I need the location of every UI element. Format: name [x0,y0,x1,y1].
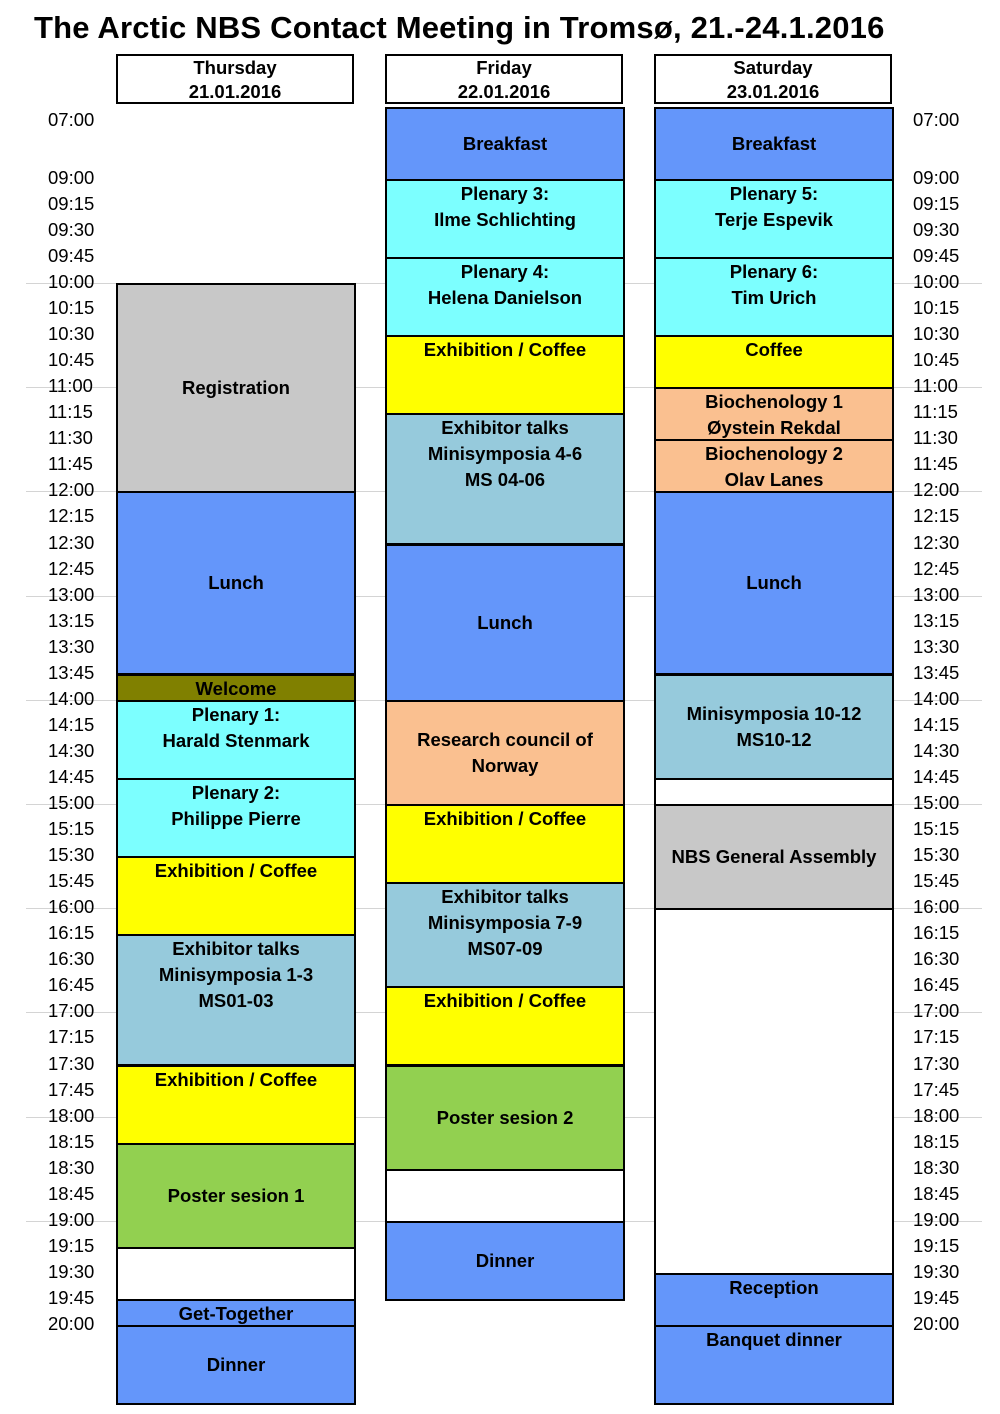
event-text: Minisymposia 1-3 [158,964,314,985]
event-plenary-4 [385,257,625,337]
time-label: 18:30 [48,1157,95,1178]
time-label: 13:00 [48,584,95,605]
time-label: 15:15 [913,818,960,839]
time-label: 14:15 [48,714,95,735]
day-date: 23.01.2016 [726,81,820,102]
event-minisymposia-10-12 [654,674,894,780]
time-label: 11:15 [913,401,958,422]
time-label: 18:30 [913,1157,960,1178]
time-label: 12:45 [913,558,960,579]
event-plenary-3 [385,179,625,259]
event-text: MS 04-06 [464,469,546,490]
time-label: 17:15 [913,1026,960,1047]
event-lunch [654,491,894,675]
event-empty-slot [116,1247,356,1301]
day-name: Friday [476,57,532,78]
time-label: 13:15 [48,610,95,631]
event-text: Harald Stenmark [162,730,310,751]
time-label: 10:15 [48,297,95,318]
event-exhibition-coffee [116,856,356,936]
time-label: 12:30 [48,532,95,553]
time-label: 17:00 [913,1000,960,1021]
event-text: Research council of [417,729,593,750]
time-label: 11:00 [913,375,958,396]
time-label: 09:00 [913,167,960,188]
time-label: 09:30 [913,219,960,240]
day-name: Saturday [733,57,813,78]
day-header-saturday [654,54,892,104]
time-label: 10:00 [913,271,960,292]
event-text: Minisymposia 10-12 [686,703,862,724]
event-welcome [116,674,356,702]
event-exhibition-coffee [385,986,625,1066]
event-biochenology-1 [654,387,894,441]
time-label: 13:30 [48,636,95,657]
time-label: 19:00 [48,1209,95,1230]
event-text: Breakfast [462,133,548,154]
event-poster-sesion-2 [385,1065,625,1171]
event-text: MS10-12 [736,729,812,750]
event-text: Poster sesion 1 [167,1185,305,1206]
time-label: 18:45 [48,1183,95,1204]
event-text: Reception [729,1277,819,1298]
time-label: 10:45 [48,349,95,370]
time-label: 15:45 [913,870,960,891]
event-text: Exhibitor talks [441,886,569,907]
event-text: Ilme Schlichting [434,209,576,230]
event-text: Exhibition / Coffee [423,808,587,829]
time-label: 15:00 [913,792,960,813]
time-label: 17:30 [48,1053,95,1074]
time-label: 12:30 [913,532,960,553]
event-text: Exhibition / Coffee [423,990,587,1011]
time-label: 15:45 [48,870,95,891]
event-plenary-2 [116,778,356,858]
time-label: 12:00 [48,479,95,500]
event-text: Minisymposia 4-6 [427,443,583,464]
time-label: 19:45 [913,1287,960,1308]
event-text: Lunch [477,612,533,633]
time-label: 11:45 [913,453,958,474]
time-label: 15:00 [48,792,95,813]
event-text: Plenary 5: [729,183,819,204]
time-label: 17:00 [48,1000,95,1021]
event-poster-sesion-1 [116,1143,356,1249]
time-label: 11:45 [48,453,93,474]
event-text: Exhibitor talks [441,417,569,438]
event-text: Exhibition / Coffee [423,339,587,360]
event-text: Lunch [208,572,264,593]
event-empty-slot [385,1169,625,1223]
time-label: 13:30 [913,636,960,657]
page-title: The Arctic NBS Contact Meeting in Tromsø, 21.-24.1.2016 [34,10,885,45]
time-label: 16:45 [913,974,960,995]
time-label: 16:30 [913,948,960,969]
time-label: 14:45 [913,766,960,787]
time-label: 16:15 [48,922,95,943]
time-label: 16:15 [913,922,960,943]
time-label: 19:30 [48,1261,95,1282]
event-text: MS01-03 [198,990,274,1011]
time-label: 19:15 [48,1235,95,1256]
day-date: 21.01.2016 [188,81,282,102]
time-label: 10:00 [48,271,95,292]
time-label: 16:00 [913,896,960,917]
event-nbs-general-assembly [654,804,894,910]
event-plenary-1 [116,700,356,780]
time-label: 15:30 [48,844,95,865]
time-label: 09:15 [913,193,960,214]
day-header-friday [385,54,623,104]
time-label: 09:00 [48,167,95,188]
time-label: 18:00 [913,1105,960,1126]
event-text: Exhibition / Coffee [154,1069,318,1090]
event-dinner [385,1221,625,1301]
time-label: 18:15 [913,1131,960,1152]
time-label: 17:45 [913,1079,960,1100]
event-text: NBS General Assembly [671,846,877,867]
event-exhibitor-talks [116,934,356,1066]
event-plenary-6 [654,257,894,337]
event-text: Lunch [746,572,802,593]
time-label: 18:00 [48,1105,95,1126]
time-label: 14:30 [48,740,95,761]
time-label: 18:45 [913,1183,960,1204]
event-text: Norway [471,755,539,776]
time-label: 13:45 [913,662,960,683]
time-label: 13:45 [48,662,95,683]
event-text: Plenary 2: [191,782,281,803]
time-label: 10:30 [913,323,960,344]
time-label: 15:30 [913,844,960,865]
event-lunch [385,544,625,702]
time-label: 16:45 [48,974,95,995]
time-label: 09:45 [48,245,95,266]
time-label: 12:45 [48,558,95,579]
time-label: 11:15 [48,401,93,422]
event-plenary-5 [654,179,894,259]
time-label: 11:30 [48,427,93,448]
event-research-council-of [385,700,625,806]
event-dinner [116,1325,356,1405]
event-exhibition-coffee [116,1065,356,1145]
event-banquet-dinner [654,1325,894,1405]
event-text: Welcome [195,678,277,699]
time-label: 17:15 [48,1026,95,1047]
time-label: 13:15 [913,610,960,631]
time-label: 12:00 [913,479,960,500]
event-text: Terje Espevik [715,209,833,230]
event-coffee [654,335,894,389]
event-text: Get-Together [178,1303,294,1324]
event-text: Plenary 1: [191,704,281,725]
time-label: 10:30 [48,323,95,344]
time-label: 13:00 [913,584,960,605]
time-label: 19:15 [913,1235,960,1256]
time-label: 14:00 [48,688,95,709]
time-label: 19:00 [913,1209,960,1230]
event-text: Olav Lanes [724,469,824,490]
time-label: 09:45 [913,245,960,266]
event-text: Biochenology 2 [705,443,843,464]
event-text: Plenary 6: [729,261,819,282]
time-label: 11:30 [913,427,958,448]
time-label: 10:45 [913,349,960,370]
event-exhibition-coffee [385,335,625,415]
event-text: Biochenology 1 [705,391,843,412]
event-text: Exhibition / Coffee [154,860,318,881]
event-empty-slot [654,778,894,806]
time-label: 14:00 [913,688,960,709]
event-text: Plenary 3: [460,183,550,204]
time-label: 15:15 [48,818,95,839]
event-text: Breakfast [731,133,817,154]
event-exhibitor-talks [385,882,625,988]
time-label: 12:15 [913,505,960,526]
event-text: Tim Urich [731,287,817,308]
time-label: 19:45 [48,1287,95,1308]
event-get-together [116,1299,356,1327]
time-label: 07:00 [48,109,95,130]
time-label: 14:45 [48,766,95,787]
event-registration [116,283,356,493]
time-label: 11:00 [48,375,93,396]
time-label: 09:30 [48,219,95,240]
event-reception [654,1273,894,1327]
time-label: 14:30 [913,740,960,761]
event-exhibition-coffee [385,804,625,884]
event-text: Coffee [745,339,803,360]
time-label: 16:30 [48,948,95,969]
event-text: Plenary 4: [460,261,550,282]
event-text: Banquet dinner [706,1329,842,1350]
event-text: Minisymposia 7-9 [427,912,583,933]
event-text: Registration [182,377,290,398]
event-text: Øystein Rekdal [707,417,841,438]
time-label: 20:00 [913,1313,960,1334]
event-biochenology-2 [654,439,894,493]
time-label: 20:00 [48,1313,95,1334]
day-name: Thursday [193,57,277,78]
time-label: 09:15 [48,193,95,214]
event-breakfast [654,107,894,181]
time-label: 14:15 [913,714,960,735]
event-lunch [116,491,356,675]
day-date: 22.01.2016 [457,81,551,102]
event-breakfast [385,107,625,181]
event-text: Philippe Pierre [171,808,301,829]
event-text: Dinner [206,1354,266,1375]
event-text: Dinner [475,1250,535,1271]
event-text: Helena Danielson [427,287,583,308]
time-label: 10:15 [913,297,960,318]
event-text: MS07-09 [467,938,543,959]
time-label: 17:45 [48,1079,95,1100]
time-label: 19:30 [913,1261,960,1282]
day-header-thursday [116,54,354,104]
time-label: 07:00 [913,109,960,130]
time-label: 16:00 [48,896,95,917]
event-text: Exhibitor talks [172,938,300,959]
event-exhibitor-talks [385,413,625,545]
time-label: 18:15 [48,1131,95,1152]
event-empty-slot [654,908,894,1275]
time-label: 12:15 [48,505,95,526]
time-label: 17:30 [913,1053,960,1074]
event-text: Poster sesion 2 [436,1107,574,1128]
